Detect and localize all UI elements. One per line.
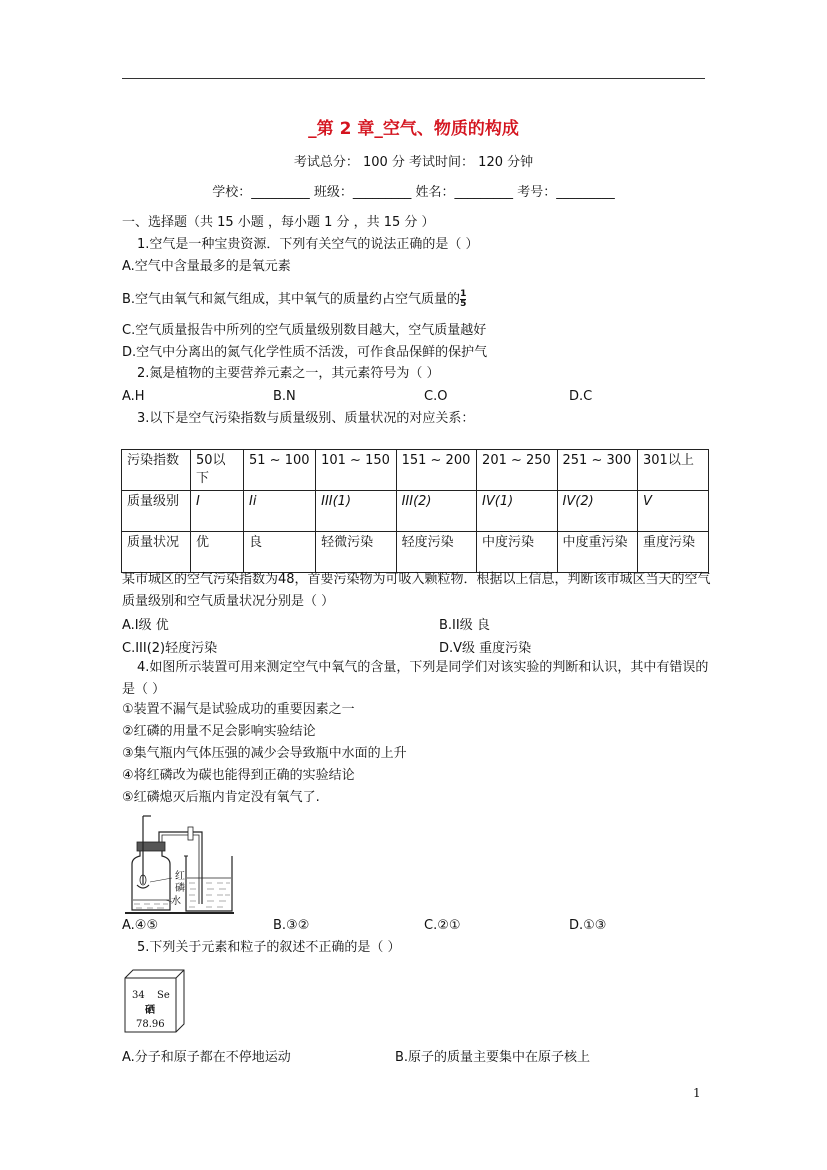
q5-option-a: A.分子和原子都在不停地运动 bbox=[122, 1050, 291, 1065]
q5-option-b: B.原子的质量主要集中在原子核上 bbox=[395, 1050, 591, 1065]
q4-option-c: C.②① bbox=[424, 918, 461, 933]
table-cell: 151 ~ 200 bbox=[396, 450, 476, 491]
q1-option-a: A.空气中含量最多的是氧元素 bbox=[122, 259, 291, 274]
q4-statement-2: ②红磷的用量不足会影响实验结论 bbox=[122, 724, 316, 739]
q1-stem: 1.空气是一种宝贵资源．下列有关空气的说法正确的是（ ） bbox=[137, 237, 479, 252]
table-cell: 质量状况 bbox=[122, 532, 191, 573]
q1-option-b: B.空气由氧气和氮气组成，其中氧气的质量约占空气质量的 $\frac{1}{5}$ bbox=[122, 289, 467, 309]
page-title: _第 2 章_空气、物质的构成 bbox=[308, 119, 519, 139]
table-cell: 良 bbox=[244, 532, 316, 573]
q2-option-d: D.C bbox=[569, 389, 593, 404]
table-row bbox=[122, 450, 709, 491]
card-symbol: Se bbox=[157, 990, 170, 1001]
table-cell: 轻微污染 bbox=[316, 532, 396, 573]
apparatus-diagram bbox=[122, 812, 238, 916]
table-cell: 污染指数 bbox=[122, 450, 191, 491]
q4-option-d: D.①③ bbox=[569, 918, 607, 933]
exam-info: 考试总分： 100 分 考试时间： 120 分钟 bbox=[293, 155, 534, 170]
q3-option-c: C.III(2)轻度污染 bbox=[122, 641, 218, 656]
label-red: 红 bbox=[175, 871, 185, 882]
table-cell: 中度重污染 bbox=[557, 532, 637, 573]
q2-option-b: B.N bbox=[273, 389, 296, 404]
page-number: 1 bbox=[693, 1086, 701, 1100]
table-cell: 优 bbox=[191, 532, 244, 573]
header-rule bbox=[122, 78, 705, 79]
q3-option-b: B.II级 良 bbox=[439, 618, 490, 633]
q4-option-a: A.④⑤ bbox=[122, 918, 159, 933]
q1-option-c: C.空气质量报告中所列的空气质量级别数目越大，空气质量越好 bbox=[122, 323, 487, 338]
table-cell: IV(2) bbox=[557, 491, 637, 532]
table-cell: V bbox=[638, 491, 709, 532]
section-heading: 一、选择题（共 15 小题 ，每小题 1 分 ，共 15 分 ） bbox=[122, 215, 435, 230]
q3-after: 某市城区的空气污染指数为48，首要污染物为可吸入颗粒物．根据以上信息，判断该市城区当天的空气质量级别和空气质量状况分别是（ ） bbox=[122, 572, 711, 609]
q3-option-d: D.V级 重度污染 bbox=[439, 641, 532, 656]
q1-option-d: D.空气中分离出的氮气化学性质不活泼，可作食品保鲜的保护气 bbox=[122, 345, 488, 360]
table-row bbox=[122, 491, 709, 532]
label-phosphorus: 磷 bbox=[175, 883, 185, 894]
q3-stem: 3.以下是空气污染指数与质量级别、质量状况的对应关系： bbox=[137, 411, 475, 426]
card-number: 34 bbox=[132, 990, 145, 1001]
card-mass: 78.96 bbox=[136, 1019, 165, 1030]
label-water: 水 bbox=[171, 896, 181, 907]
table-cell: 质量级别 bbox=[122, 491, 191, 532]
table-cell: 301以上 bbox=[638, 450, 709, 491]
table-cell: 轻度污染 bbox=[396, 532, 476, 573]
card-name: 硒 bbox=[145, 1005, 155, 1016]
q2-stem: 2.氮是植物的主要营养元素之一，其元素符号为（ ） bbox=[137, 366, 440, 381]
table-cell: III(2) bbox=[396, 491, 476, 532]
table-cell: 101 ~ 150 bbox=[316, 450, 396, 491]
fraction: $\frac{1}{5}$ bbox=[460, 289, 467, 309]
student-info: 学校：_________ 班级：_________ 姓名：_________ 考号：_________ bbox=[212, 185, 615, 200]
q4-statement-1: ①装置不漏气是试验成功的重要因素之一 bbox=[122, 702, 355, 717]
q4-option-b: B.③② bbox=[273, 918, 310, 933]
table-cell: 中度污染 bbox=[477, 532, 557, 573]
table-cell: 201 ~ 250 bbox=[477, 450, 557, 491]
table-cell: IV(1) bbox=[477, 491, 557, 532]
q4-statement-5: ⑤红磷熄灭后瓶内肯定没有氧气了. bbox=[122, 790, 320, 805]
pollution-table bbox=[121, 449, 709, 573]
q4-statement-4: ④将红磷改为碳也能得到正确的实验结论 bbox=[122, 768, 355, 783]
q3-option-a: A.I级 优 bbox=[122, 618, 169, 633]
table-cell: 重度污染 bbox=[638, 532, 709, 573]
table-cell: Ii bbox=[244, 491, 316, 532]
table-cell: I bbox=[191, 491, 244, 532]
q5-stem: 5.下列关于元素和粒子的叙述不正确的是（ ） bbox=[137, 940, 401, 955]
table-cell: 51 ~ 100 bbox=[244, 450, 316, 491]
table-row bbox=[122, 532, 709, 573]
table-cell: III(1) bbox=[316, 491, 396, 532]
q4-stem: 4.如图所示装置可用来测定空气中氧气的含量，下列是同学们对该实验的判断和认识，其中有错误的是（ ） bbox=[122, 660, 709, 697]
q2-option-a: A.H bbox=[122, 389, 145, 404]
table-cell: 50以下 bbox=[191, 450, 244, 491]
table-cell: 251 ~ 300 bbox=[557, 450, 637, 491]
q4-statement-3: ③集气瓶内气体压强的减少会导致瓶中水面的上升 bbox=[122, 746, 407, 761]
element-card-selenium bbox=[124, 969, 186, 1035]
q2-option-c: C.O bbox=[424, 389, 448, 404]
